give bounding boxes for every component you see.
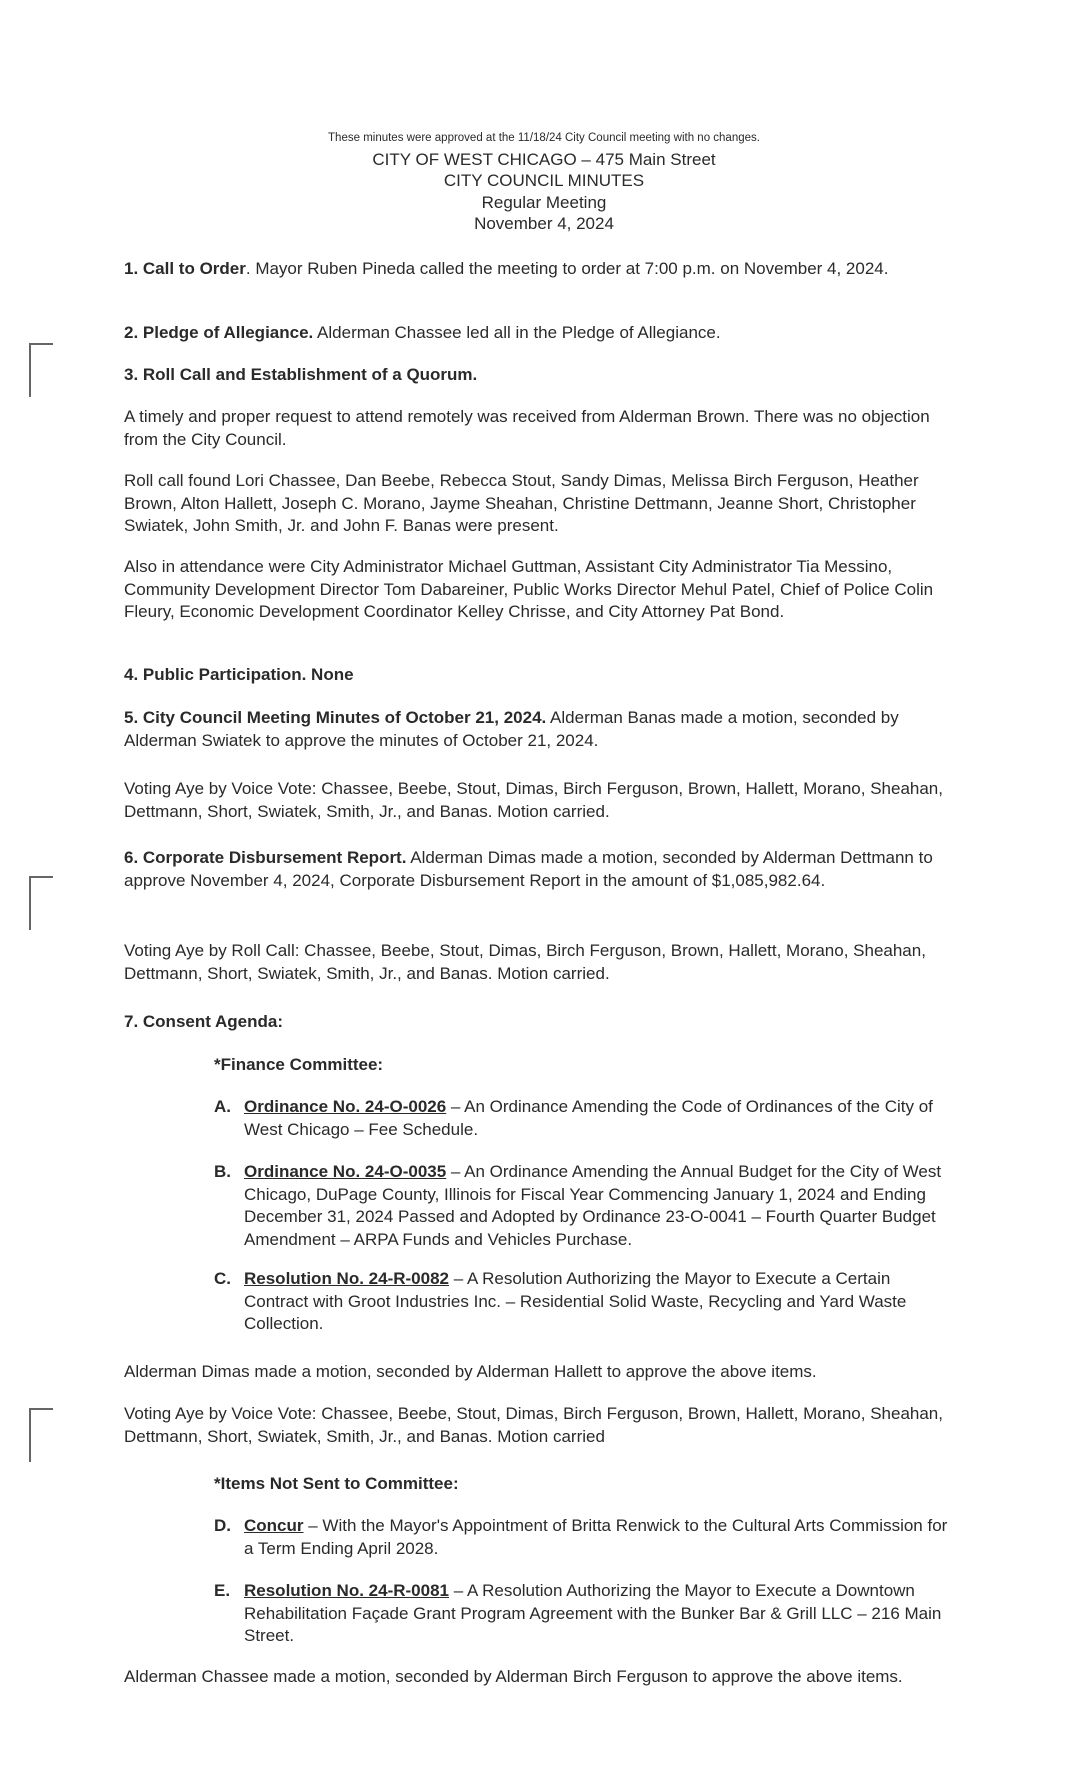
item-reference: Concur bbox=[244, 1516, 304, 1535]
section-heading: 6. Corporate Disbursement Report. bbox=[124, 848, 407, 867]
section-text: . Mayor Ruben Pineda called the meeting to order at 7:00 p.m. on November 4, 2024. bbox=[245, 259, 889, 278]
city-address: CITY OF WEST CHICAGO – 475 Main Street bbox=[372, 150, 716, 169]
item-description: – An Ordinance Amending the Code of Ordinances of the City of West Chicago – Fee Schedule. bbox=[244, 1097, 933, 1139]
staff-attendance: Also in attendance were City Administrator Michael Guttman, Assistant City Administrator Tia Messino, Community Development Director Tom Dabareiner, Public Works Director Mehul Patel, Chief of Police Colin Fleury, Economic Development Coordinator Kelley Chrisse, and City Attorney Pat Bond. bbox=[124, 557, 934, 621]
section-heading: 5. City Council Meeting Minutes of October 21, 2024. bbox=[124, 708, 547, 727]
item-reference: Resolution No. 24-R-0082 bbox=[244, 1269, 449, 1288]
item-body bbox=[244, 1268, 959, 1336]
item-letter: A. bbox=[214, 1097, 231, 1116]
scan-bracket-mark bbox=[29, 343, 53, 397]
motion-items-abc: Alderman Dimas made a motion, seconded by Alderman Hallett to approve the above items. bbox=[124, 1362, 817, 1381]
item-letter: B. bbox=[214, 1162, 231, 1181]
scan-bracket-mark bbox=[29, 1408, 53, 1462]
section-heading: 1. Call to Order bbox=[124, 259, 246, 278]
item-body bbox=[244, 1161, 959, 1251]
item-reference: Resolution No. 24-R-0081 bbox=[244, 1581, 449, 1600]
item-description: – An Ordinance Amending the Annual Budget for the City of West Chicago, DuPage County, Illinois for Fiscal Year Commencing January 1, 2024 and Ending December 31, 2024 Passed and Adopted by Ordinance 23-O-0041 – Fourth Quarter Budget Amendment – ARPA Funds and Vehicles Purchase. bbox=[244, 1162, 942, 1249]
agenda-item-c bbox=[214, 1268, 959, 1336]
item-description: – A Resolution Authorizing the Mayor to Execute a Certain Contract with Groot Industries Inc. – Residential Solid Waste, Recycling and Yard Waste Collection. bbox=[244, 1269, 907, 1333]
section-roll-call-heading: 3. Roll Call and Establishment of a Quorum. bbox=[124, 365, 478, 384]
section-text: Alderman Dimas made a motion, seconded by Alderman Dettmann to approve November 4, 2024, Corporate Disbursement Report in the amount of $1,085,982.64. bbox=[124, 848, 933, 890]
document-title: CITY COUNCIL MINUTES bbox=[443, 171, 645, 190]
item-description: – A Resolution Authorizing the Mayor to Execute a Downtown Rehabilitation Façade Grant Program Agreement with the Bunker Bar & Grill LLC – 216 Main Street. bbox=[244, 1581, 942, 1645]
not-sent-to-committee-heading: *Items Not Sent to Committee: bbox=[214, 1474, 459, 1493]
motion-items-de: Alderman Chassee made a motion, seconded by Alderman Birch Ferguson to approve the above items. bbox=[124, 1667, 903, 1686]
meeting-type: Regular Meeting bbox=[481, 193, 607, 212]
scan-bracket-mark bbox=[29, 876, 53, 930]
vote-record: Voting Aye by Voice Vote: Chassee, Beebe, Stout, Dimas, Birch Ferguson, Brown, Hallett, Morano, Sheahan, Dettmann, Short, Swiatek, Smith, Jr., and Banas. Motion carried. bbox=[124, 779, 943, 821]
section-minutes-approval bbox=[124, 707, 960, 752]
agenda-item-e bbox=[214, 1580, 959, 1648]
agenda-item-b bbox=[214, 1161, 959, 1251]
section-heading: 2. Pledge of Allegiance. bbox=[124, 323, 314, 342]
meeting-date: November 4, 2024 bbox=[474, 214, 614, 233]
vote-record: Voting Aye by Roll Call: Chassee, Beebe, Stout, Dimas, Birch Ferguson, Brown, Hallett, Morano, Sheahan, Dettmann, Short, Swiatek, Smith, Jr., and Banas. Motion carried. bbox=[124, 941, 926, 983]
agenda-item-d bbox=[214, 1515, 959, 1560]
agenda-item-a bbox=[214, 1096, 959, 1141]
vote-record: Voting Aye by Voice Vote: Chassee, Beebe, Stout, Dimas, Birch Ferguson, Brown, Hallett, Morano, Sheahan, Dettmann, Short, Swiatek, Smith, Jr., and Banas. Motion carried bbox=[124, 1404, 943, 1446]
section-text: Alderman Chassee led all in the Pledge of Allegiance. bbox=[313, 323, 721, 342]
finance-committee-heading: *Finance Committee: bbox=[214, 1055, 384, 1074]
item-description: – With the Mayor's Appointment of Britta Renwick to the Cultural Arts Commission for a Term Ending April 2028. bbox=[244, 1516, 948, 1558]
roll-call-list: Roll call found Lori Chassee, Dan Beebe, Rebecca Stout, Sandy Dimas, Melissa Birch Ferguson, Heather Brown, Alton Hallett, Joseph C. Morano, Jayme Sheahan, Christine Dettmann, Jeanne Short, Christopher Swiatek, John Smith, Jr. and John F. Banas were present. bbox=[124, 471, 919, 535]
remote-attendance-note: A timely and proper request to attend remotely was received from Alderman Brown. There was no objection from the City Council. bbox=[124, 407, 930, 449]
section-text: Alderman Banas made a motion, seconded by Alderman Swiatek to approve the minutes of October 21, 2024. bbox=[124, 708, 899, 750]
item-reference: Ordinance No. 24-O-0035 bbox=[244, 1162, 447, 1181]
section-disbursement-report bbox=[124, 847, 960, 892]
item-body bbox=[244, 1096, 959, 1141]
section-call-to-order bbox=[124, 258, 960, 281]
item-letter: C. bbox=[214, 1269, 231, 1288]
item-body bbox=[244, 1515, 959, 1560]
item-reference: Ordinance No. 24-O-0026 bbox=[244, 1097, 447, 1116]
item-body bbox=[244, 1580, 959, 1648]
section-pledge bbox=[124, 322, 960, 345]
section-public-participation: 4. Public Participation. None bbox=[124, 665, 354, 684]
section-consent-agenda: 7. Consent Agenda: bbox=[124, 1012, 283, 1031]
item-letter: D. bbox=[214, 1516, 231, 1535]
item-letter: E. bbox=[214, 1581, 231, 1600]
approval-note: These minutes were approved at the 11/18/24 City Council meeting with no changes. bbox=[328, 132, 760, 144]
